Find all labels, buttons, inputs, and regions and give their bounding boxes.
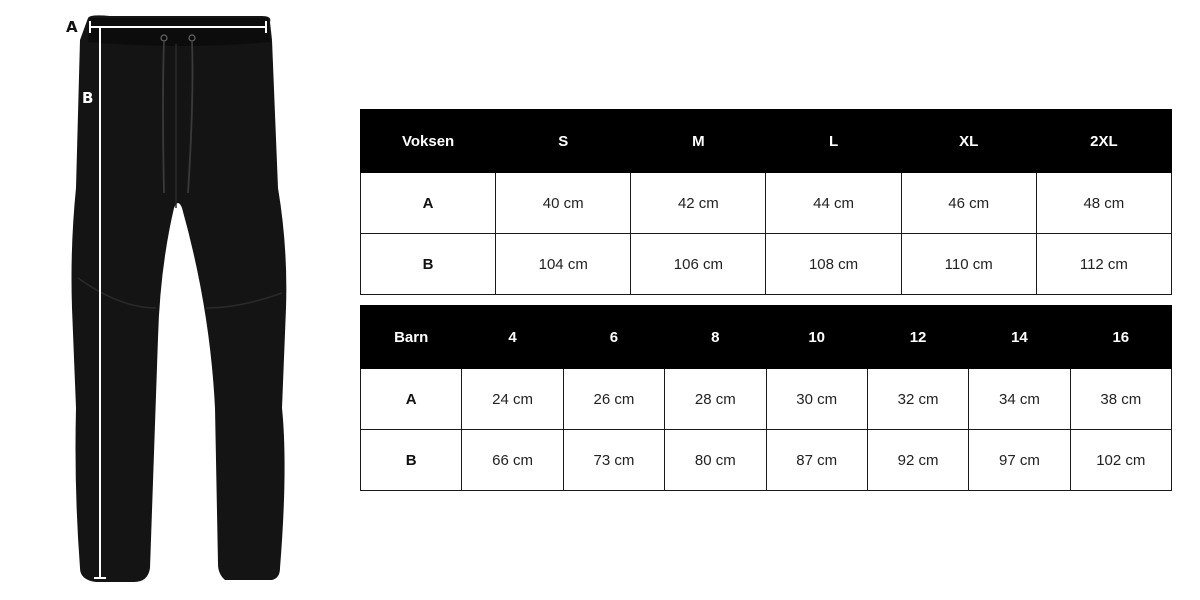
- adult-header-size: L: [766, 110, 901, 173]
- table-row: [361, 369, 1172, 430]
- table-cell: 46 cm: [901, 173, 1036, 234]
- table-cell: 28 cm: [665, 369, 766, 430]
- table-cell: 40 cm: [496, 173, 631, 234]
- adult-header-size: M: [631, 110, 766, 173]
- table-cell: 48 cm: [1036, 173, 1171, 234]
- child-size-table: [360, 305, 1172, 491]
- measure-label-a: A: [66, 18, 78, 36]
- table-cell: 104 cm: [496, 234, 631, 295]
- child-header-size: 4: [462, 306, 563, 369]
- table-cell: 112 cm: [1036, 234, 1171, 295]
- row-label: B: [361, 234, 496, 295]
- table-row: [361, 234, 1172, 295]
- table-cell: 38 cm: [1070, 369, 1171, 430]
- row-label: A: [361, 173, 496, 234]
- pants-illustration: [50, 8, 310, 593]
- child-header-size: 12: [867, 306, 968, 369]
- row-label: B: [361, 430, 462, 491]
- table-cell: 80 cm: [665, 430, 766, 491]
- adult-size-table: [360, 109, 1172, 295]
- table-cell: 108 cm: [766, 234, 901, 295]
- table-cell: 34 cm: [969, 369, 1070, 430]
- table-cell: 44 cm: [766, 173, 901, 234]
- table-cell: 106 cm: [631, 234, 766, 295]
- child-header-size: 10: [766, 306, 867, 369]
- table-cell: 32 cm: [867, 369, 968, 430]
- adult-header-size: 2XL: [1036, 110, 1171, 173]
- adult-header-row: [361, 110, 1172, 173]
- table-cell: 87 cm: [766, 430, 867, 491]
- measure-label-b: B: [82, 89, 94, 107]
- table-cell: 97 cm: [969, 430, 1070, 491]
- table-row: [361, 173, 1172, 234]
- row-label: A: [361, 369, 462, 430]
- child-header-size: 14: [969, 306, 1070, 369]
- table-cell: 42 cm: [631, 173, 766, 234]
- table-row: [361, 430, 1172, 491]
- waistband: [88, 18, 270, 46]
- table-cell: 92 cm: [867, 430, 968, 491]
- table-cell: 73 cm: [563, 430, 664, 491]
- table-cell: 66 cm: [462, 430, 563, 491]
- pants-drawing: [50, 8, 310, 593]
- child-header-size: 16: [1070, 306, 1171, 369]
- adult-header-title: Voksen: [361, 110, 496, 173]
- table-cell: 102 cm: [1070, 430, 1171, 491]
- table-cell: 30 cm: [766, 369, 867, 430]
- child-header-size: 6: [563, 306, 664, 369]
- adult-header-size: XL: [901, 110, 1036, 173]
- table-cell: 24 cm: [462, 369, 563, 430]
- child-header-row: [361, 306, 1172, 369]
- table-cell: 26 cm: [563, 369, 664, 430]
- child-header-title: Barn: [361, 306, 462, 369]
- table-cell: 110 cm: [901, 234, 1036, 295]
- pants-silhouette: [72, 15, 287, 582]
- child-header-size: 8: [665, 306, 766, 369]
- adult-header-size: S: [496, 110, 631, 173]
